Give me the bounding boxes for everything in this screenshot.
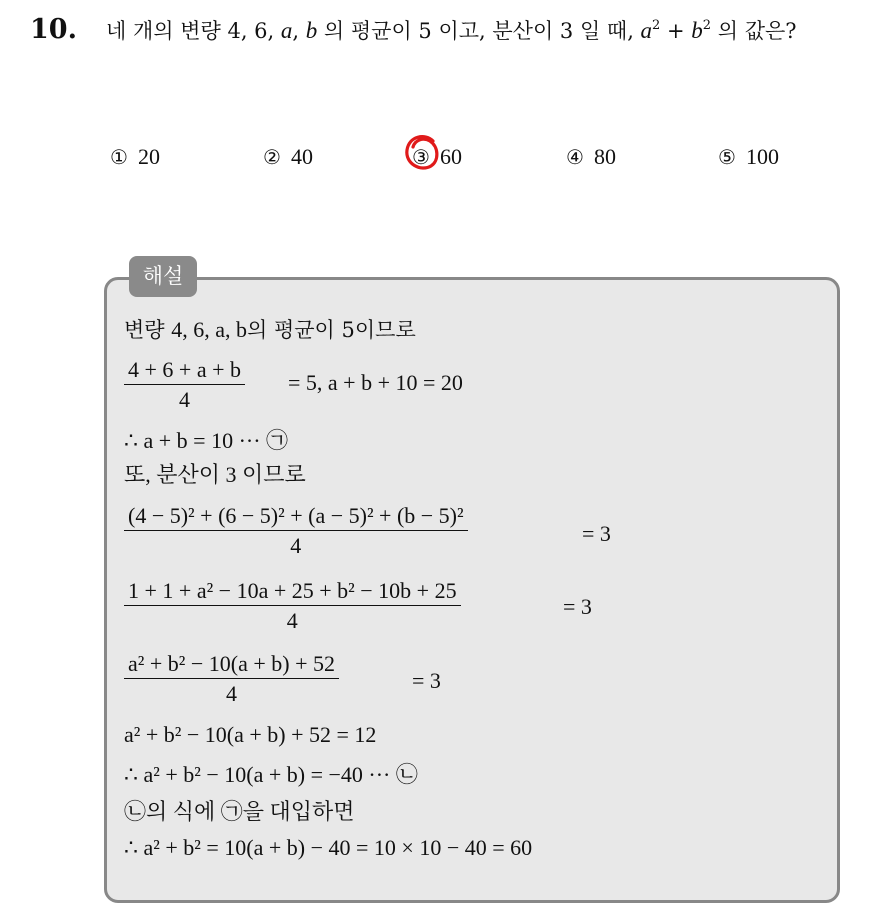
fraction-2-rhs: = 3 xyxy=(582,521,611,546)
choice-4[interactable] xyxy=(566,140,616,174)
solution-line-10: ㉡의 식에 ㉠을 대입하면 xyxy=(124,799,355,824)
denominator: 4 xyxy=(286,608,298,633)
answer-choices xyxy=(0,140,884,180)
choice-3[interactable] xyxy=(412,140,462,174)
fraction-1-rhs: = 5, a + b + 10 = 20 xyxy=(288,370,463,395)
question-text-part1: 네 개의 변량 4, 6, xyxy=(106,19,281,43)
solution-text: 의 평균이 5이므로 xyxy=(247,318,416,342)
denominator: 4 xyxy=(226,681,237,706)
choice-mark: ① xyxy=(110,145,128,169)
expr-b: b xyxy=(691,18,703,43)
var-a: a xyxy=(280,18,293,43)
fraction-3 xyxy=(124,577,461,636)
plus-sign: + xyxy=(660,19,692,43)
solution-line-4: 또, 분산이 3 이므로 xyxy=(124,462,306,487)
solution-tag: 해설 xyxy=(129,256,197,297)
comma: , xyxy=(292,19,306,43)
choice-2[interactable] xyxy=(263,140,313,174)
choice-value: 80 xyxy=(593,144,616,169)
choice-mark: ⑤ xyxy=(718,145,736,169)
fraction-1 xyxy=(124,356,245,415)
numerator: 1 + 1 + a² − 10a + 25 + b² − 10b + 25 xyxy=(124,577,461,606)
solution-line-11: ∴ a² + b² = 10(a + b) − 40 = 10 × 10 − 40 = 60 xyxy=(124,835,533,860)
denominator: 4 xyxy=(290,533,302,558)
solution-vals: 4, 6, a, b xyxy=(171,317,248,342)
choice-value: 100 xyxy=(745,144,779,169)
choice-mark: ③ xyxy=(412,145,430,169)
choice-mark: ② xyxy=(263,145,281,169)
question-number: 10. xyxy=(30,14,77,45)
question-text xyxy=(106,14,866,48)
numerator: a² + b² − 10(a + b) + 52 xyxy=(124,650,339,679)
choice-1[interactable] xyxy=(110,140,160,174)
choice-mark: ④ xyxy=(566,145,584,169)
denominator: 4 xyxy=(179,387,190,412)
choice-value: 40 xyxy=(290,144,313,169)
solution-line-1 xyxy=(124,314,416,344)
choice-value: 60 xyxy=(439,144,462,169)
numerator: (4 − 5)² + (6 − 5)² + (a − 5)² + (b − 5)² xyxy=(124,502,468,531)
var-b: b xyxy=(305,18,318,43)
exponent: 2 xyxy=(702,18,712,33)
fraction-3-rhs: = 3 xyxy=(563,594,592,619)
question-text-part3: 의 값은? xyxy=(711,19,797,43)
choice-5[interactable] xyxy=(718,140,779,174)
solution-text: 변량 xyxy=(124,318,172,342)
question-text-part2: 의 평균이 5 이고, 분산이 3 일 때, xyxy=(317,19,641,43)
numerator: 4 + 6 + a + b xyxy=(124,356,245,385)
expr-a: a xyxy=(640,18,653,43)
solution-line-8: a² + b² − 10(a + b) + 52 = 12 xyxy=(124,722,377,747)
exponent: 2 xyxy=(652,18,661,33)
choice-value: 20 xyxy=(137,144,160,169)
answer-circle-mark xyxy=(403,133,441,173)
solution-line-3: ∴ a + b = 10 ··· ㉠ xyxy=(124,428,289,453)
fraction-2 xyxy=(124,502,468,561)
fraction-4 xyxy=(124,650,339,709)
fraction-4-rhs: = 3 xyxy=(412,668,441,693)
solution-line-9: ∴ a² + b² − 10(a + b) = −40 ··· ㉡ xyxy=(124,762,418,787)
